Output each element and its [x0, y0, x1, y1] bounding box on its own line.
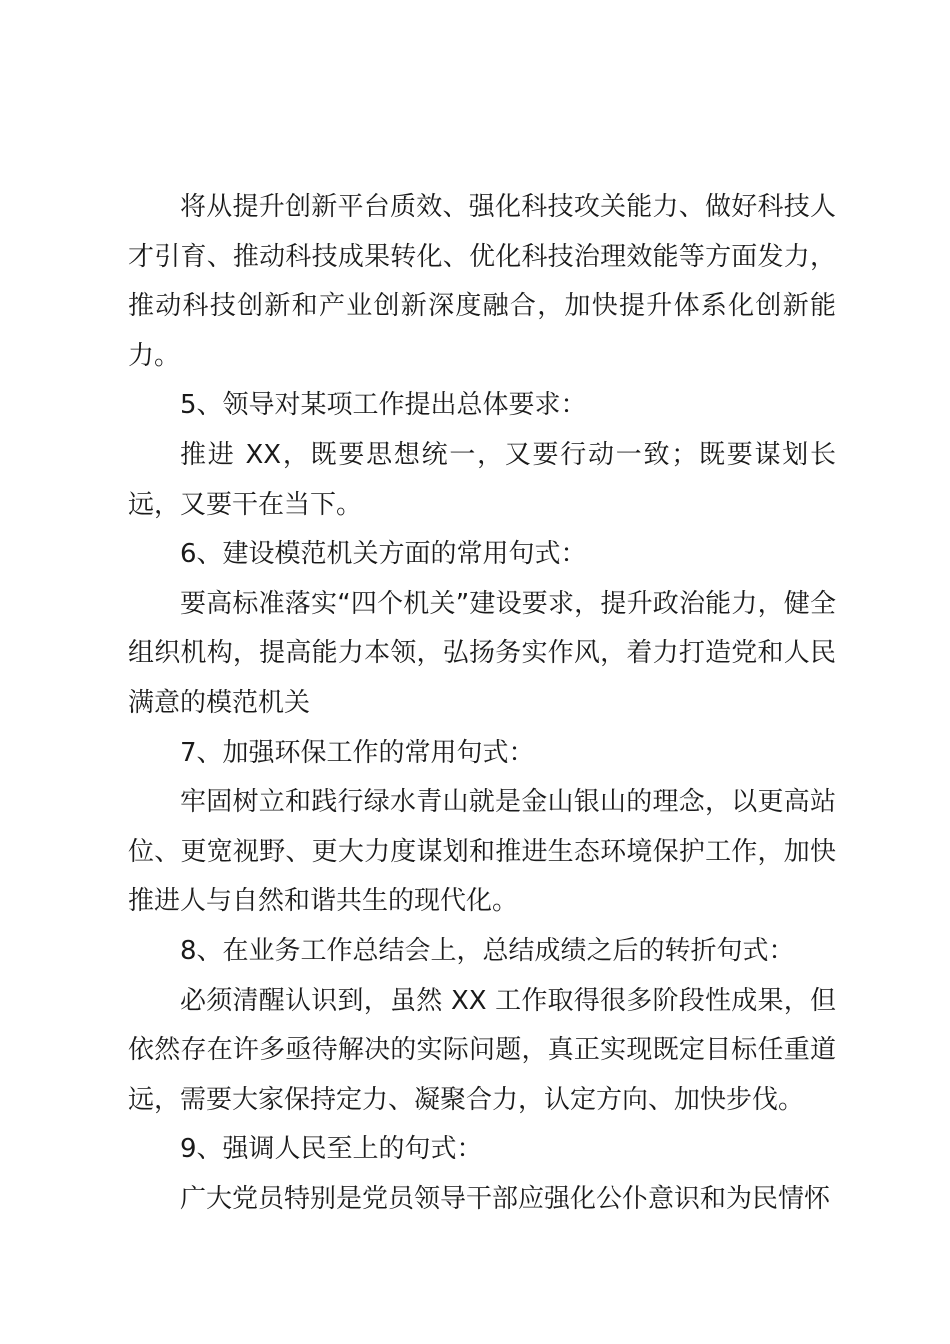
paragraph-item-6: 要高标准落实“四个机关”建设要求，提升政治能力，健全组织机构，提高能力本领，弘扬务实作风，着力打造党和人民满意的模范机关	[128, 588, 836, 718]
paragraph-item-8: 必须清醒认识到，虽然 XX 工作取得很多阶段性成果，但依然存在许多亟待解决的实际问题，真正实现既定目标任重道远，需要大家保持定力、凝聚合力，认定方向、加快步伐。	[128, 985, 836, 1115]
heading-item-5: 5、领导对某项工作提出总体要求：	[180, 390, 587, 421]
heading-item-7: 7、加强环保工作的常用句式：	[180, 737, 535, 768]
heading-item-8: 8、在业务工作总结会上，总结成绩之后的转折句式：	[180, 935, 795, 966]
paragraph-item-5: 推进 XX，既要思想统一，又要行动一致；既要谋划长远，又要干在当下。	[128, 439, 836, 520]
heading-item-6: 6、建设模范机关方面的常用句式：	[180, 539, 587, 570]
paragraph-innovation: 将从提升创新平台质效、强化科技攻关能力、做好科技人才引育、推动科技成果转化、优化科技治理效能等方面发力，推动科技创新和产业创新深度融合，加快提升体系化创新能力。	[128, 192, 836, 371]
heading-item-9: 9、强调人民至上的句式：	[180, 1134, 483, 1165]
paragraph-item-9: 广大党员特别是党员领导干部应强化公仆意识和为民情怀	[180, 1183, 831, 1214]
paragraph-item-7: 牢固树立和践行绿水青山就是金山银山的理念，以更高站位、更宽视野、更大力度谋划和推进生态环境保护工作，加快推进人与自然和谐共生的现代化。	[128, 787, 836, 917]
document-body	[128, 183, 836, 1224]
